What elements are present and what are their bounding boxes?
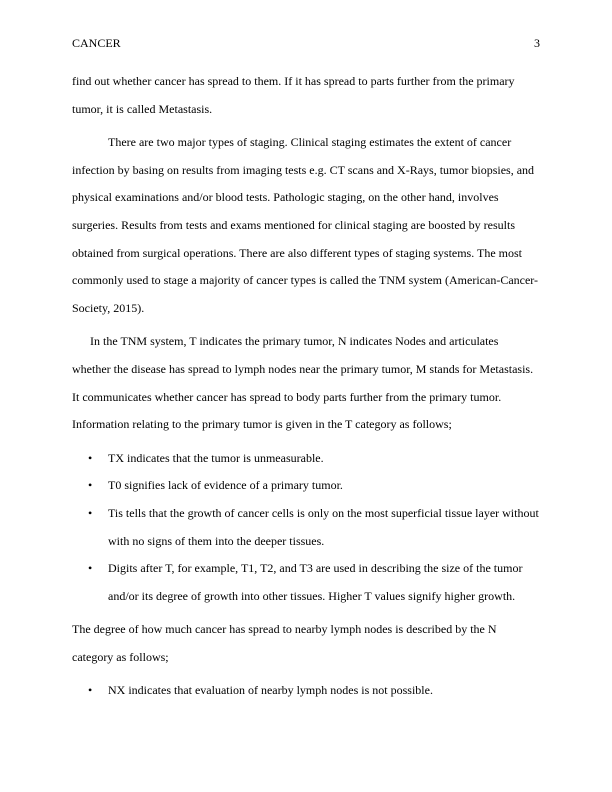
list-item [72, 555, 540, 610]
page-header [72, 36, 540, 52]
list-item-text: T0 signifies lack of evidence of a primary tumor. [108, 478, 343, 493]
bullet-icon: • [88, 561, 93, 576]
running-head: CANCER [72, 36, 121, 50]
bullet-icon: • [88, 450, 93, 465]
list-item-text: NX indicates that evaluation of nearby lymph nodes is not possible. [108, 683, 433, 698]
page-number: 3 [534, 36, 540, 50]
n-category-list [72, 677, 540, 705]
list-item [72, 677, 540, 705]
list-item [72, 445, 540, 473]
paragraph-tnm-system: In the TNM system, T indicates the primary tumor, N indicates Nodes and articulates whether the disease has spread to lymph nodes near the primary tumor, M stands for Metastasis. It communicates whether cancer has spread to body parts further from the primary tumor. Information relating to the primary tumor is given in the T category as follows; [72, 334, 534, 432]
list-item-text: Digits after T, for example, T1, T2, and T3 are used in describing the size of the tumor and/or its degree of growth into other tissues. Higher T values signify higher growth. [108, 561, 523, 603]
bullet-icon: • [88, 683, 93, 698]
list-item [72, 472, 540, 500]
list-item-text: Tis tells that the growth of cancer cells is only on the most superficial tissue layer without with no signs of them into the deeper tissues. [108, 505, 539, 548]
bullet-icon: • [88, 505, 93, 520]
paragraph-metastasis-continuation: find out whether cancer has spread to them. If it has spread to parts further from the primary tumor, it is called Metastasis. [72, 74, 515, 116]
t-category-list [72, 445, 540, 611]
list-item [72, 500, 540, 555]
paragraph-n-category: The degree of how much cancer has spread to nearby lymph nodes is described by the N category as follows; [72, 622, 497, 664]
document-body [72, 68, 540, 711]
bullet-icon: • [88, 478, 93, 493]
list-item-text: TX indicates that the tumor is unmeasurable. [108, 450, 324, 465]
paragraph-staging-types: There are two major types of staging. Clinical staging estimates the extent of cancer infection by basing on results from imaging tests e.g. CT scans and X-Rays, tumor biopsies, and physical examinations and/or blood tests. Pathologic staging, on the other hand, involves surgeries. Results from tests and exams mentioned for clinical staging are boosted by results obtained from surgical operations. There are also different types of staging systems. The most commonly used to stage a majority of cancer types is called the TNM system (American-Cancer-Society, 2015). [72, 135, 539, 315]
